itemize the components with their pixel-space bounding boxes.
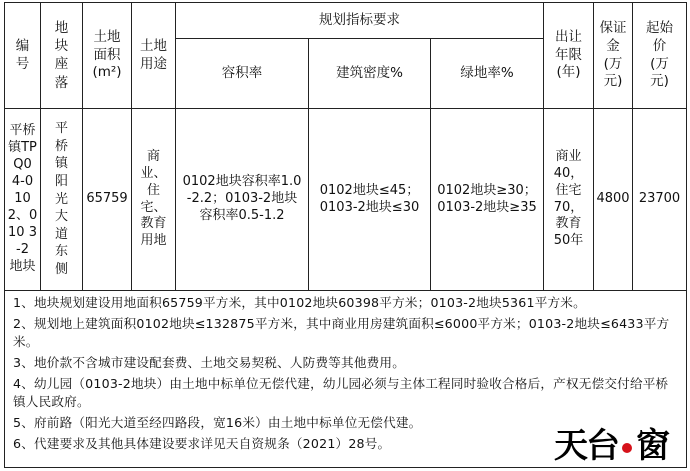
watermark-logo xyxy=(554,418,668,467)
header-location: 地块座落 xyxy=(41,3,83,109)
watermark-text-left: 天台 xyxy=(554,426,618,466)
cell-far: 0102地块容积率1.0-2.2；0103-2地块容积率0.5-1.2 xyxy=(176,109,309,291)
cell-location: 平桥镇阳光大道东侧 xyxy=(41,109,83,291)
note-4: 4、幼儿园（0103-2地块）由土地中标单位无偿代建，幼儿园必须与主体工程同时验收合格后，产权无偿交付给平桥镇人民政府。 xyxy=(13,376,669,409)
cell-density: 0102地块≤45；0103-2地块≤30 xyxy=(309,109,431,291)
cell-term: 商业40，住宅70，教育50年 xyxy=(544,109,594,291)
header-density: 建筑密度% xyxy=(309,39,431,109)
header-term: 出让年限(年) xyxy=(544,3,594,109)
header-green: 绿地率% xyxy=(431,39,544,109)
cell-start-price: 23700 xyxy=(633,109,687,291)
cell-area: 65759 xyxy=(83,109,132,291)
header-plot-no: 编号 xyxy=(5,3,41,109)
cell-deposit: 4800 xyxy=(594,109,633,291)
watermark-dot-icon xyxy=(622,443,632,453)
cell-green: 0102地块≥30；0103-2地块≥35 xyxy=(431,109,544,291)
note-2: 2、规划地上建筑面积0102地块≤132875平方米，其中商业用房建筑面积≤6000平方米；0103-2地块≤6433平方米。 xyxy=(13,316,670,349)
cell-plot-no: 平桥镇TPQ0 4-0 10 2、010 3-2 地块 xyxy=(5,109,41,291)
note-1: 1、地块规划建设用地面积65759平方米，其中0102地块60398平方米；0103-2地块5361平方米。 xyxy=(13,295,586,310)
note-3: 3、地价款不含城市建设配套费、土地交易契税、人防费等其他费用。 xyxy=(13,355,406,370)
header-far: 容积率 xyxy=(176,39,309,109)
watermark-text-right: 窗 xyxy=(636,426,668,466)
header-start-price: 起始价(万元) xyxy=(633,3,687,109)
land-auction-table xyxy=(4,2,687,468)
header-area: 土地面积(m²) xyxy=(83,3,132,109)
note-6: 6、代建要求及其他具体建设要求详见天自资规条（2021）28号。 xyxy=(13,436,391,451)
cell-use: 商业、住宅、教育用地 xyxy=(132,109,176,291)
note-5: 5、府前路（阳光大道至经四路段，宽16米）由土地中标单位无偿代建。 xyxy=(13,415,422,430)
table-row xyxy=(5,109,687,291)
header-deposit: 保证金(万元) xyxy=(594,3,633,109)
header-planning: 规划指标要求 xyxy=(176,3,544,39)
header-use: 土地用途 xyxy=(132,3,176,109)
